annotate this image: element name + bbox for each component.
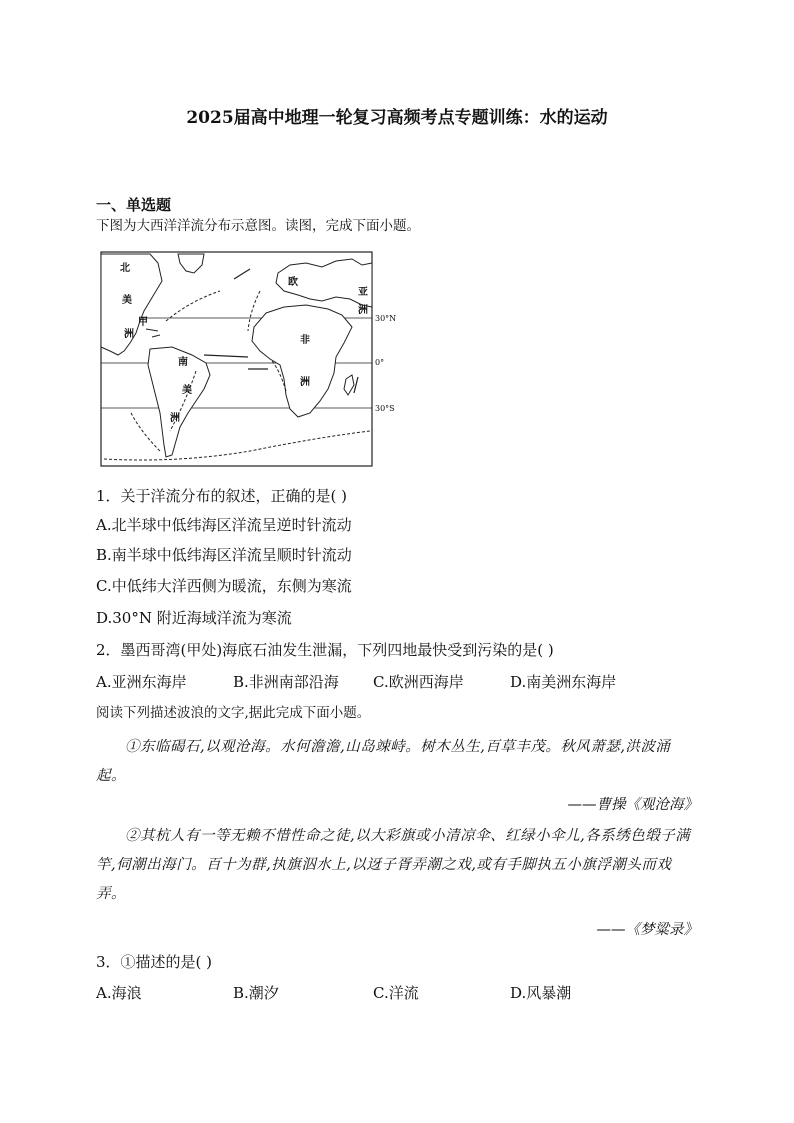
map-label-south-america-3: 洲 <box>170 413 180 424</box>
question-3-option-b[interactable]: B.潮汐 <box>233 984 279 1002</box>
question-1-option-b[interactable]: B.南半球中低纬海区洋流呈顺时针流动 <box>96 546 352 564</box>
map-label-europe: 欧 <box>288 277 298 288</box>
map-label-north-america-1: 北 <box>120 263 130 274</box>
question-3-stem: 3．①描述的是( ) <box>96 953 213 971</box>
map-label-asia-2: 洲 <box>358 305 368 316</box>
passage-1-source: ——曹操《观沧海》 <box>567 797 698 813</box>
question-2-option-d[interactable]: D.南美洲东海岸 <box>510 673 617 691</box>
map-lat-30n: 30°N <box>375 314 397 323</box>
map-label-north-america-3: 洲 <box>124 329 134 340</box>
question-3-option-a[interactable]: A.海浪 <box>96 984 142 1002</box>
section-heading: 一、单选题 <box>96 196 172 214</box>
map-lat-equator: 0° <box>375 358 385 367</box>
map-label-south-america-2: 美 <box>182 385 192 396</box>
question-intro: 下图为大西洋洋流分布示意图。读图，完成下面小题。 <box>96 218 420 234</box>
reading-intro: 阅读下列描述波浪的文字,据此完成下面小题。 <box>96 705 371 721</box>
map-label-north-america-2: 美 <box>122 295 132 306</box>
map-label-jia: 甲 <box>138 317 148 328</box>
atlantic-current-map <box>100 251 410 469</box>
question-1-option-a[interactable]: A.北半球中低纬海区洋流呈逆时针流动 <box>96 516 352 534</box>
question-2-option-c[interactable]: C.欧洲西海岸 <box>373 673 464 691</box>
question-2-option-a[interactable]: A.亚洲东海岸 <box>96 673 187 691</box>
map-label-asia-1: 亚 <box>358 287 368 298</box>
question-3-option-c[interactable]: C.洋流 <box>373 984 419 1002</box>
page-title: 2025届高中地理一轮复习高频考点专题训练：水的运动 <box>186 108 608 128</box>
map-label-africa-1: 非 <box>300 335 310 346</box>
passage-2-text: ②其杭人有一等无赖不惜性命之徒,以大彩旗或小清凉伞、红绿小伞儿,各系绣色缎子满竿,伺潮出海门。百十为群,执旗泅水上,以迓子胥弄潮之戏,或有手脚执五小旗浮潮头而戏弄。 <box>96 828 691 902</box>
question-2-option-b[interactable]: B.非洲南部沿海 <box>233 673 339 691</box>
map-label-south-america-1: 南 <box>178 357 188 368</box>
passage-1-text: ①东临碣石,以观沧海。水何澹澹,山岛竦峙。树木丛生,百草丰茂。秋风萧瑟,洪波涌起。 <box>96 739 671 784</box>
map-label-africa-2: 洲 <box>300 377 310 388</box>
question-1-option-d[interactable]: D.30°N 附近海域洋流为寒流 <box>96 609 292 627</box>
question-1-option-c[interactable]: C.中低纬大洋西侧为暖流，东侧为寒流 <box>96 577 352 595</box>
question-2-stem: 2．墨西哥湾(甲处)海底石油发生泄漏，下列四地最快受到污染的是( ) <box>96 641 554 659</box>
map-lat-30s: 30°S <box>375 404 395 413</box>
passage-2-source: ——《梦粱录》 <box>596 922 698 938</box>
question-3-option-d[interactable]: D.风暴潮 <box>510 984 572 1002</box>
question-1-stem: 1．关于洋流分布的叙述，正确的是( ) <box>96 487 348 505</box>
